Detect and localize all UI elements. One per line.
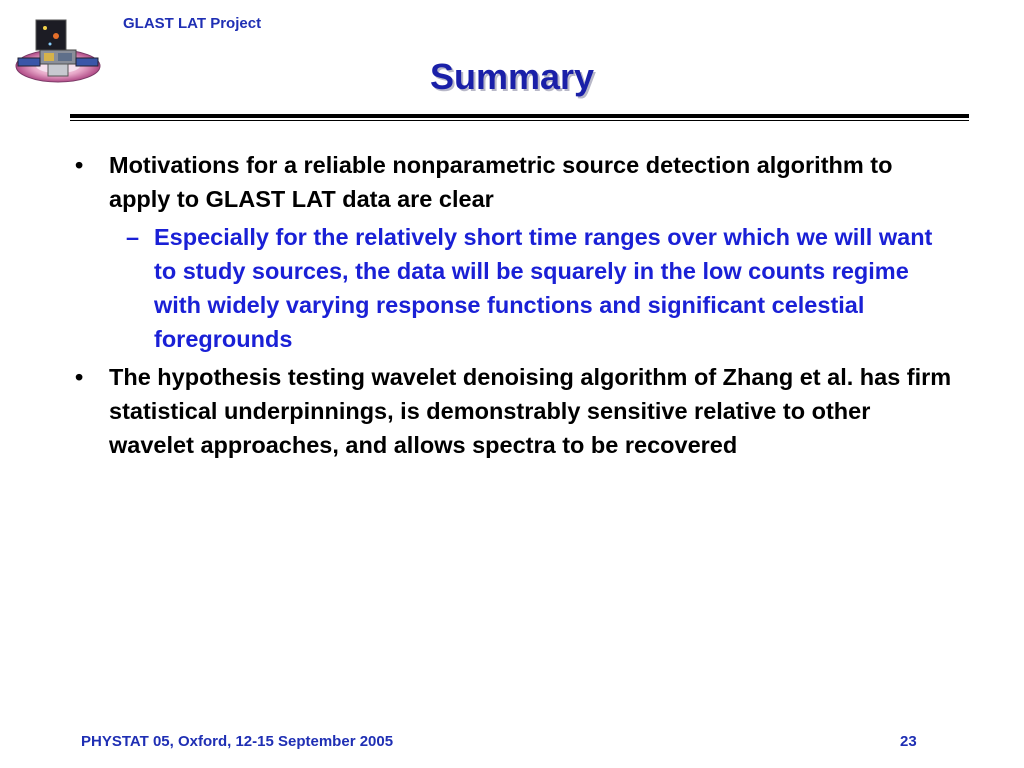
project-name: GLAST LAT Project <box>123 15 262 32</box>
page-number: 23 <box>900 733 917 750</box>
bullet-item <box>75 148 959 216</box>
bullet-item <box>75 360 959 462</box>
slide-body <box>0 148 1024 466</box>
bullet-marker: • <box>75 364 84 390</box>
slide-title: Summary <box>429 56 595 97</box>
bullet-text: The hypothesis testing wavelet denoising algorithm of Zhang et al. has firm statistical underpinnings, is demonstrably sensitive relative to other wavelet approaches, and allows spectra to be recovered <box>109 364 952 458</box>
footer-event: PHYSTAT 05, Oxford, 12-15 September 2005 <box>81 733 394 750</box>
bullet-text: Motivations for a reliable nonparametric source detection algorithm to apply to GLAST LAT data are clear <box>109 152 893 212</box>
title-divider-thick <box>70 114 969 118</box>
sub-bullet-marker: – <box>126 224 140 250</box>
sub-bullet-text: Especially for the relatively short time ranges over which we will want to study sources, the data will be squarely in the low counts regime with widely varying response functions and significant celestial foregrounds <box>154 224 933 352</box>
sub-bullet-item <box>126 220 959 356</box>
title-divider-thin <box>70 120 969 121</box>
bullet-marker: • <box>75 152 84 178</box>
